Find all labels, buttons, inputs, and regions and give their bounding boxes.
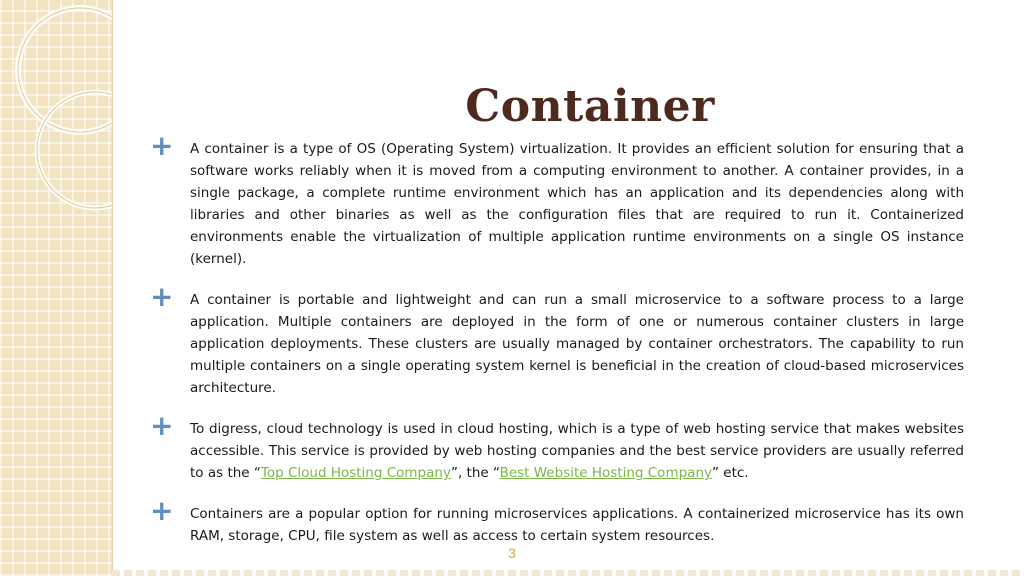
plus-icon: +: [150, 494, 174, 527]
plus-icon: +: [150, 129, 174, 162]
bullet-item: [150, 129, 964, 270]
bullet-text-after: ” etc.: [711, 465, 749, 481]
bullet-text: [190, 418, 964, 484]
bullet-text: A container is portable and lightweight and can run a small microservice to a software process to a large application. Multiple containers are deployed in the form of one or numerous container clusters in large application deployments. These clusters are usually managed by container orchestrators. The capability to run multiple containers on a single operating system kernel is beneficial in the creation of cloud-based microservices architecture.: [190, 292, 964, 396]
plus-icon: +: [150, 280, 174, 313]
bullet-item: [150, 494, 964, 547]
bullet-text-middle: ”, the “: [450, 465, 500, 481]
bullet-text: Containers are a popular option for running microservices applications. A containerized microservice has its own RAM, storage, CPU, file system as well as access to certain system resources.: [190, 506, 964, 544]
top-cloud-hosting-link[interactable]: Top Cloud Hosting Company: [260, 465, 451, 481]
page-number: 3: [508, 545, 516, 561]
bullet-text-before: To digress, cloud technology is used in cloud hosting, which is a type of web hosting service that makes websites accessible. This service is provided by web hosting companies and the best service providers are usually referred to as the “: [190, 421, 964, 481]
bullet-item: [150, 280, 964, 399]
bullet-list: [150, 129, 964, 566]
slide-title: Container: [465, 81, 715, 133]
bullet-item: [150, 409, 964, 484]
best-website-hosting-link[interactable]: Best Website Hosting Company: [499, 465, 712, 481]
bullet-text: A container is a type of OS (Operating System) virtualization. It provides an efficient solution for ensuring that a software works reliably when it is moved from a computing environment to another. A container provides, in a single package, a complete runtime environment which has an application and its dependencies along with libraries and other binaries as well as the configuration files that are required to run it. Containerized environments enable the virtualization of multiple application runtime environments on a single OS instance (kernel).: [190, 141, 964, 267]
plus-icon: +: [150, 409, 174, 442]
decorative-ring-inner: [37, 92, 112, 208]
decorative-ring-inner-edge: [37, 92, 112, 208]
decorative-side-panel: [0, 0, 113, 576]
decorative-ring-outer: [18, 8, 112, 132]
decorative-rings: [0, 0, 112, 576]
decorative-bottom-strip: [112, 570, 1024, 576]
